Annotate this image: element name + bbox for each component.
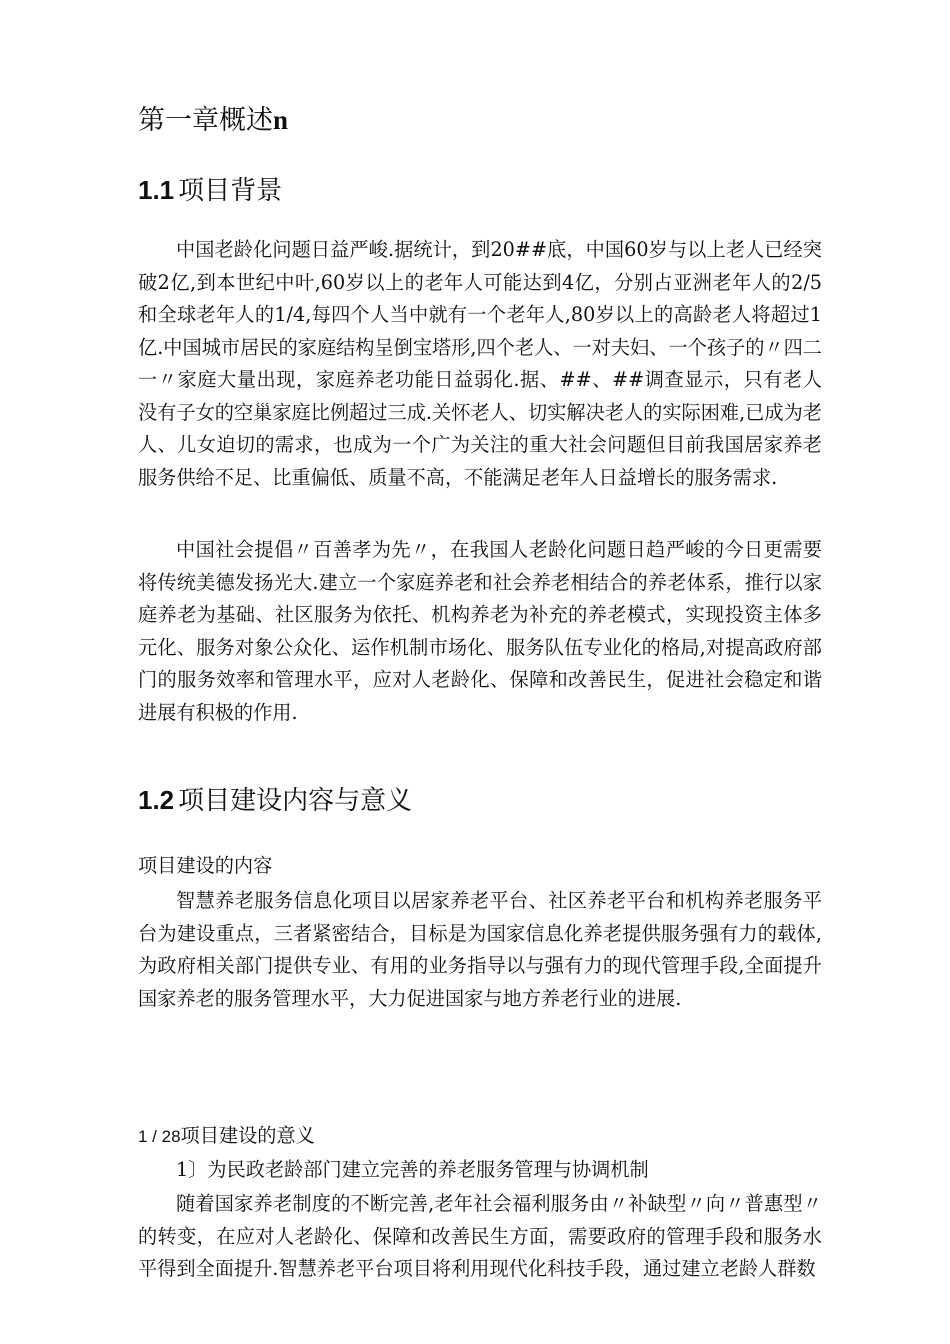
section-1-1-title: 项目背景 [178,176,283,206]
page-number: 1 / 28 [138,1127,181,1146]
section-1-2-number: 1.2 [138,785,175,815]
section-1-1-number: 1.1 [138,175,175,205]
list-item-1: 1〕为民政老龄部门建立完善的养老服务管理与协调机制 [176,1158,649,1181]
section-1-2-title: 项目建设内容与意义 [178,786,413,816]
subheading-construction-content: 项目建设的内容 [138,854,273,877]
section-1-2-paragraph-1: 智慧养老服务信息化项目以居家养老平台、社区养老平台和机构养老服务平台为建设重点，三者紧密结合，目标是为国家信息化养老提供服务强有力的载体,为政府相关部门提供专业、有用的业务指导以与强有力的现代管理手段,全面提升国家养老的服务管理水平，大力促进国家与地方养老行业的进展. [138,889,822,1010]
section-1-1-paragraph-2: 中国社会提倡〃百善孝为先〃，在我国人老龄化问题日趋严峻的今日更需要将传统美德发扬光大.建立一个家庭养老和社会养老相结合的养老体系，推行以家庭养老为基础、社区服务为依托、机构养老为补充的养老模式，实现投资主体多元化、服务对象公众化、运作机制市场化、服务队伍专业化的格局,对提高政府部门的服务效率和管理水平，应对人老龄化、保障和改善民生，促进社会稳定和谐进展有积极的作用. [138,538,822,724]
section-1-1-heading [138,171,282,210]
chapter-title [138,100,288,141]
section-1-2-paragraph-2: 随着国家养老制度的不断完善,老年社会福利服务由〃补缺型〃向〃普惠型〃的转变，在应对人老龄化、保障和改善民生方面，需要政府的管理手段和服务水平得到全面提升.智慧养老平台项目将利用现代化科技手段，通过建立老龄人群数 [138,1192,822,1280]
page-number-and-significance-heading [138,1121,315,1152]
chapter-title-suffix: n [273,105,289,135]
section-1-1-paragraph-1: 中国老龄化问题日益严峻.据统计，到20##底，中国60岁与以上老人已经突破2亿,到本世纪中叶,60岁以上的老年人可能达到4亿，分别占亚洲老年人的2/5和全球老年人的1/4,每四个人当中就有一个老年人,80岁以上的高龄老人将超过1亿.中国城市居民的家庭结构呈倒宝塔形,四个老人、一对夫妇、一个孩子的〃四二一〃家庭大量出现，家庭养老功能日益弱化.据、##、##调查显示，只有老人没有子女的空巢家庭比例超过三成.关怀老人、切实解决老人的实际困难,已成为老人、儿女迫切的需求，也成为一个广为关注的重大社会问题但目前我国居家养老服务供给不足、比重偏低、质量不高，不能满足老年人日益增长的服务需求. [138,238,822,489]
chapter-title-text: 第一章概述 [138,105,273,136]
section-1-2-heading [138,781,412,820]
significance-heading: 项目建设的意义 [180,1124,315,1147]
